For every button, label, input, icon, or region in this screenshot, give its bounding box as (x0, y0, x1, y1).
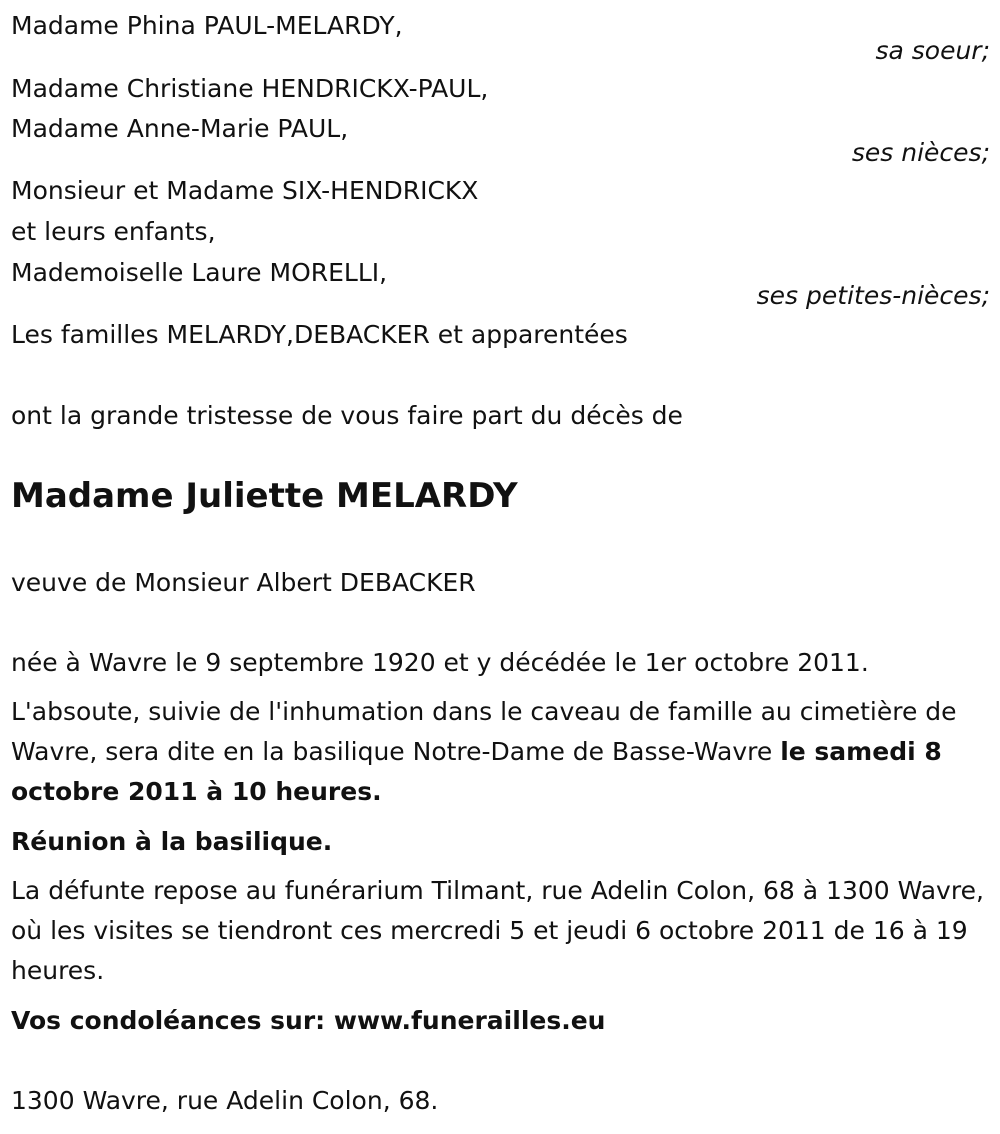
sister-role: sa soeur; (875, 36, 990, 65)
meeting-text: Réunion à la basilique. (11, 827, 333, 856)
deceased-name: Madame Juliette MELARDY (11, 476, 518, 516)
ceremony-date-time: le samedi 8 octobre 2011 à 10 heures. (11, 737, 942, 806)
announcement-text: ont la grande tristesse de vous faire part du décès de (11, 401, 683, 430)
niece-name-2: Madame Anne-Marie PAUL, (11, 114, 349, 143)
grandniece-name-1a: Monsieur et Madame SIX-HENDRICKX (11, 176, 479, 205)
widow-of-text: veuve de Monsieur Albert DEBACKER (11, 568, 476, 597)
grandniece-name-1b: et leurs enfants, (11, 217, 216, 246)
grandniece-name-2: Mademoiselle Laure MORELLI, (11, 258, 388, 287)
visitation-paragraph: La défunte repose au funérarium Tilmant, rue Adelin Colon, 68 à 1300 Wavre, où les visites se tiendront ces mercredi 5 et jeudi 6 octobre 2011 de 16 à 19 heures. (11, 876, 984, 985)
sister-name: Madame Phina PAUL-MELARDY, (11, 11, 403, 40)
nieces-role: ses nièces; (851, 138, 990, 167)
grandnieces-role: ses petites-nièces; (756, 281, 990, 310)
address-text: 1300 Wavre, rue Adelin Colon, 68. (11, 1086, 439, 1115)
birth-death-text: née à Wavre le 9 septembre 1920 et y décédée le 1er octobre 2011. (11, 648, 869, 677)
niece-name-1: Madame Christiane HENDRICKX-PAUL, (11, 74, 489, 103)
ceremony-text: L'absoute, suivie de l'inhumation dans le caveau de famille au cimetière de Wavre, sera dite en la basilique Notre-Dame de Basse-Wavre (11, 697, 957, 766)
ceremony-paragraph (11, 692, 986, 812)
related-families: Les familles MELARDY,DEBACKER et apparentées (11, 320, 628, 349)
condolences-text: Vos condoléances sur: www.funerailles.eu (11, 1006, 606, 1035)
